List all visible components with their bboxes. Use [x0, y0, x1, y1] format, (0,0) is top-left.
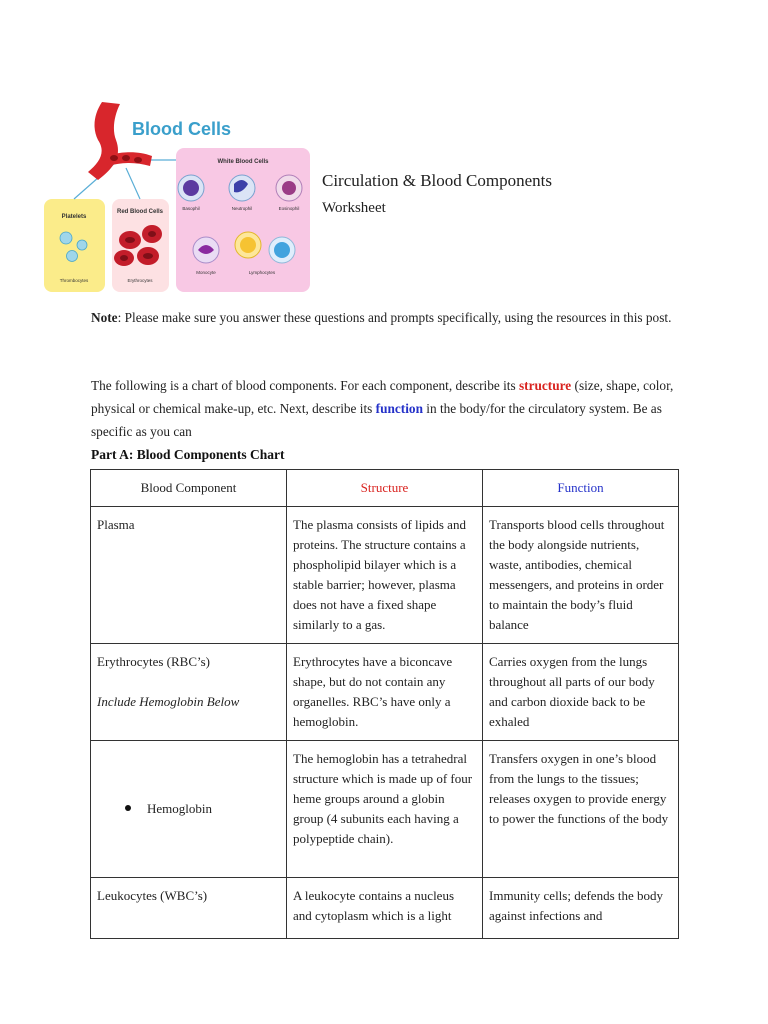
- note-paragraph: [91, 306, 691, 329]
- keyword-function: function: [375, 401, 423, 416]
- svg-text:Eosinophil: Eosinophil: [278, 206, 300, 211]
- blood-components-table: [90, 469, 679, 939]
- part-a-heading: Part A: Blood Components Chart: [91, 447, 285, 462]
- function-cell: Transfers oxygen in one’s blood from the lungs to the tissues; releases oxygen to provide energy to power the functions of the body: [483, 741, 679, 878]
- header-structure: Structure: [287, 470, 483, 507]
- blood-cells-illustration: [44, 100, 312, 296]
- function-cell: Carries oxygen from the lungs throughout all parts of our body and carbon dioxide back to be exhaled: [483, 644, 679, 741]
- structure-cell: The hemoglobin has a tetrahedral structure which is made up of four heme groups around a globin group (4 subunits each having a polypeptide chain).: [287, 741, 483, 878]
- svg-text:Erythrocytes: Erythrocytes: [127, 278, 153, 283]
- component-cell: Plasma: [91, 507, 287, 644]
- illustration-title: Blood Cells: [132, 119, 232, 139]
- header-function: Function: [483, 470, 679, 507]
- svg-text:Neutrophil: Neutrophil: [231, 206, 253, 211]
- table-row: [91, 507, 679, 644]
- intro-paragraph: The following is a chart of blood components. For each component, describe its structure (size, shape, color, physical or chemical make-up, etc. Next, describe its function in the body/for the circulatory system. Be as specific as you can: [91, 378, 674, 439]
- table-row: [91, 878, 679, 939]
- hemoglobin-note: Include Hemoglobin Below: [97, 694, 240, 709]
- svg-text:Monocyte: Monocyte: [196, 270, 216, 275]
- svg-text:Platelets: Platelets: [61, 214, 87, 220]
- function-cell: Immunity cells; defends the body against infections and: [483, 878, 679, 939]
- note-label: Note: [91, 310, 118, 325]
- svg-text:Basophil: Basophil: [182, 206, 200, 211]
- svg-text:Thrombocytes: Thrombocytes: [59, 278, 89, 283]
- component-cell: Hemoglobin: [91, 741, 287, 878]
- note-text: : Please make sure you answer these questions and prompts specifically, using the resources in this post.: [117, 310, 672, 325]
- svg-text:Lymphocytes: Lymphocytes: [248, 270, 276, 275]
- table-row: [91, 644, 679, 741]
- component-cell: Erythrocytes (RBC’s) Include Hemoglobin Below: [91, 644, 287, 741]
- document-subtitle: Worksheet: [322, 200, 386, 216]
- function-cell: Transports blood cells throughout the body alongside nutrients, waste, antibodies, chemical messengers, and proteins in order to maintain the body’s fluid balance: [483, 507, 679, 644]
- bullet-icon: [125, 805, 131, 811]
- component-cell: Leukocytes (WBC’s): [91, 878, 287, 939]
- keyword-structure: structure: [518, 378, 572, 393]
- svg-text:White Blood Cells: White Blood Cells: [217, 159, 269, 165]
- table-row: [91, 741, 679, 878]
- structure-cell: A leukocyte contains a nucleus and cytoplasm which is a light: [287, 878, 483, 939]
- header-blood-component: Blood Component: [91, 470, 287, 507]
- table-header-row: [91, 470, 679, 507]
- blood-vessel-icon: [88, 102, 152, 180]
- document-title: Circulation & Blood Components: [322, 171, 552, 190]
- structure-cell: The plasma consists of lipids and proteins. The structure contains a phospholipid bilayer which is a stable barrier; however, plasma does not have a fixed shape similarly to a gas.: [287, 507, 483, 644]
- svg-text:Red Blood Cells: Red Blood Cells: [116, 209, 164, 215]
- structure-cell: Erythrocytes have a biconcave shape, but do not contain any organelles. RBC’s have only a hemoglobin.: [287, 644, 483, 741]
